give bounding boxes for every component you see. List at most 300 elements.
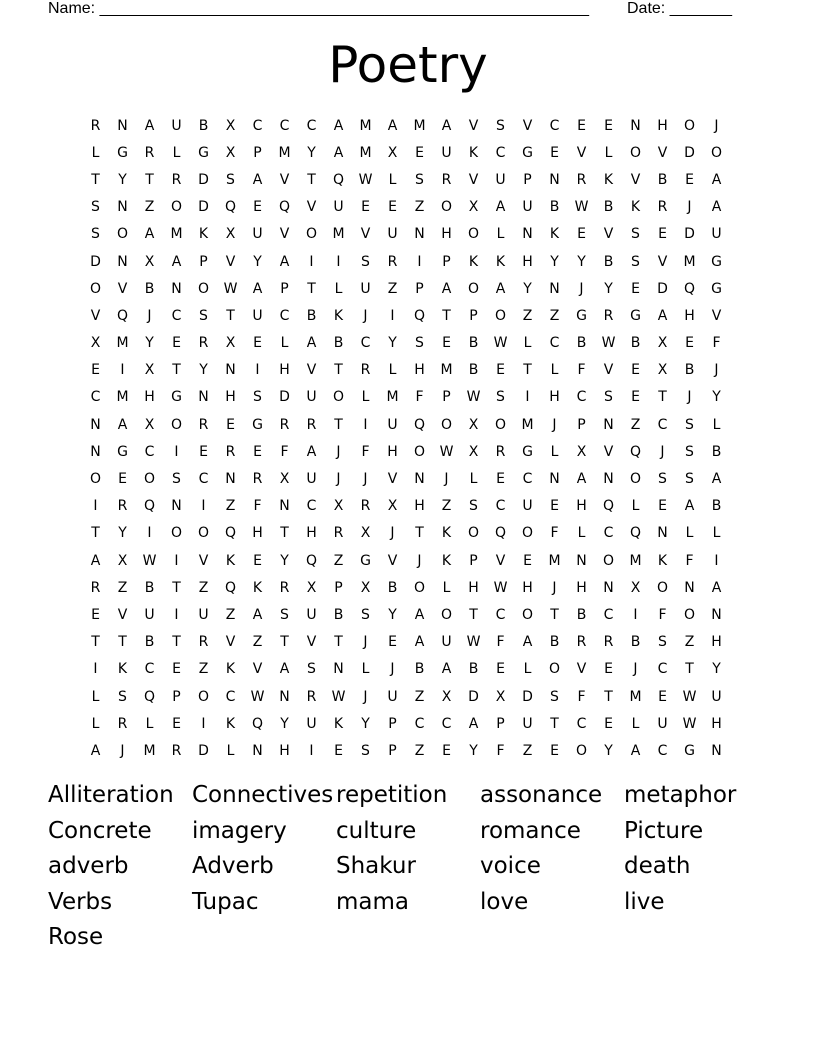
grid-letter: H: [144, 389, 155, 406]
grid-letter: V: [252, 661, 263, 678]
grid-letter: B: [711, 498, 722, 515]
grid-letter: P: [496, 715, 505, 732]
grid-letter: N: [117, 199, 128, 216]
grid-letter: N: [603, 416, 614, 433]
grid-letter: C: [252, 117, 263, 134]
grid-letter: T: [280, 634, 289, 651]
grid-letter: E: [253, 552, 262, 569]
grid-letter: I: [147, 525, 152, 542]
grid-letter: E: [253, 335, 262, 352]
grid-letter: N: [279, 498, 290, 515]
grid-letter: A: [522, 634, 533, 651]
grid-letter: T: [172, 579, 181, 596]
grid-letter: U: [441, 634, 452, 651]
grid-letter: T: [550, 606, 559, 623]
grid-letter: A: [306, 335, 317, 352]
grid-letter: O: [197, 280, 210, 297]
grid-letter: W: [358, 171, 373, 188]
grid-letter: R: [603, 307, 614, 324]
grid-letter: E: [685, 171, 694, 188]
grid-letter: Q: [224, 199, 237, 216]
grid-letter: C: [495, 606, 506, 623]
grid-letter: L: [388, 362, 397, 379]
grid-letter: A: [495, 199, 506, 216]
grid-letter: L: [172, 144, 181, 161]
grid-letter: L: [226, 742, 235, 759]
grid-letter: V: [576, 144, 587, 161]
grid-letter: F: [415, 389, 424, 406]
grid-letter: G: [360, 552, 371, 569]
grid-letter: V: [387, 471, 398, 488]
word-list-item: imagery: [192, 817, 287, 844]
grid-letter: T: [334, 362, 343, 379]
grid-letter: P: [415, 280, 424, 297]
grid-letter: U: [711, 688, 722, 705]
grid-letter: S: [118, 688, 127, 705]
grid-letter: V: [279, 226, 290, 243]
word-list-item: repetition: [336, 782, 448, 808]
grid-letter: C: [198, 471, 209, 488]
grid-letter: J: [363, 634, 368, 651]
grid-letter: K: [468, 253, 479, 270]
grid-letter: V: [198, 552, 209, 569]
grid-letter: I: [336, 253, 341, 270]
grid-letter: Y: [388, 335, 397, 352]
grid-letter: E: [604, 715, 613, 732]
grid-letter: K: [252, 579, 263, 596]
grid-letter: G: [117, 144, 128, 161]
grid-letter: A: [657, 307, 668, 324]
grid-letter: C: [576, 715, 587, 732]
grid-letter: L: [388, 171, 397, 188]
grid-letter: R: [360, 498, 371, 515]
grid-letter: R: [198, 634, 209, 651]
grid-letter: S: [226, 171, 235, 188]
grid-letter: P: [253, 144, 262, 161]
grid-letter: Z: [225, 498, 236, 515]
grid-letter: P: [442, 389, 451, 406]
grid-letter: P: [334, 579, 343, 596]
grid-letter: O: [440, 199, 453, 216]
grid-letter: G: [171, 389, 182, 406]
grid-letter: G: [522, 443, 533, 460]
grid-letter: Y: [523, 280, 532, 297]
word-list-item: Concrete: [48, 817, 152, 844]
grid-letter: G: [198, 144, 209, 161]
header-line: [48, 0, 748, 18]
grid-letter: O: [170, 525, 183, 542]
grid-letter: Z: [630, 416, 641, 433]
word-list-item: Adverb: [192, 853, 274, 879]
grid-letter: U: [360, 280, 371, 297]
grid-letter: F: [577, 362, 586, 379]
grid-letter: H: [711, 715, 722, 732]
grid-letter: U: [252, 226, 263, 243]
grid-letter: J: [120, 742, 125, 759]
grid-letter: V: [306, 634, 317, 651]
grid-letter: X: [225, 226, 236, 243]
grid-letter: H: [414, 498, 425, 515]
date-field-label: Date: _______: [627, 0, 732, 17]
grid-letter: X: [225, 117, 236, 134]
grid-letter: J: [714, 117, 719, 134]
grid-letter: L: [361, 389, 370, 406]
grid-letter: I: [714, 552, 719, 569]
grid-letter: O: [440, 606, 453, 623]
grid-letter: A: [144, 226, 155, 243]
grid-letter: E: [496, 661, 505, 678]
grid-letter: E: [253, 443, 262, 460]
grid-letter: H: [522, 579, 533, 596]
grid-letter: S: [550, 688, 559, 705]
grid-letter: Y: [118, 525, 127, 542]
grid-letter: U: [306, 606, 317, 623]
grid-letter: Z: [198, 579, 209, 596]
grid-letter: J: [363, 688, 368, 705]
grid-letter: Q: [602, 498, 615, 515]
grid-letter: R: [333, 525, 344, 542]
grid-letter: R: [144, 144, 155, 161]
grid-letter: K: [468, 144, 479, 161]
grid-letter: C: [144, 443, 155, 460]
grid-letter: S: [199, 307, 208, 324]
grid-letter: G: [630, 307, 641, 324]
letter-grid: [82, 112, 730, 765]
grid-letter: L: [631, 715, 640, 732]
grid-letter: O: [197, 688, 210, 705]
grid-letter: X: [468, 443, 479, 460]
grid-letter: I: [390, 307, 395, 324]
grid-letter: R: [441, 171, 452, 188]
grid-letter: I: [255, 362, 260, 379]
grid-letter: I: [525, 389, 530, 406]
grid-letter: E: [415, 144, 424, 161]
grid-letter: S: [91, 199, 100, 216]
grid-letter: B: [603, 199, 614, 216]
grid-letter: J: [390, 525, 395, 542]
grid-letter: V: [495, 552, 506, 569]
grid-letter: O: [305, 226, 318, 243]
grid-letter: D: [468, 688, 479, 705]
grid-letter: L: [577, 525, 586, 542]
grid-letter: E: [631, 362, 640, 379]
word-list-item: live: [624, 888, 665, 915]
grid-letter: Z: [414, 742, 425, 759]
grid-letter: E: [658, 688, 667, 705]
grid-letter: O: [197, 525, 210, 542]
grid-letter: V: [279, 171, 290, 188]
grid-letter: R: [657, 199, 668, 216]
grid-letter: S: [469, 498, 478, 515]
grid-letter: D: [657, 280, 668, 297]
grid-letter: Z: [684, 634, 695, 651]
grid-letter: H: [414, 362, 425, 379]
grid-letter: O: [629, 471, 642, 488]
grid-letter: E: [172, 661, 181, 678]
grid-letter: U: [522, 715, 533, 732]
grid-letter: H: [468, 579, 479, 596]
grid-letter: I: [309, 742, 314, 759]
grid-letter: X: [117, 552, 128, 569]
grid-letter: M: [629, 552, 642, 569]
grid-letter: I: [201, 715, 206, 732]
grid-letter: N: [576, 552, 587, 569]
grid-letter: Q: [224, 579, 237, 596]
grid-letter: E: [631, 389, 640, 406]
grid-letter: R: [306, 688, 317, 705]
grid-letter: Q: [143, 688, 156, 705]
grid-letter: Z: [252, 634, 263, 651]
grid-letter: J: [633, 661, 638, 678]
grid-letter: N: [711, 742, 722, 759]
grid-letter: B: [198, 117, 209, 134]
grid-letter: I: [174, 606, 179, 623]
grid-letter: D: [684, 226, 695, 243]
grid-letter: O: [602, 552, 615, 569]
grid-letter: E: [604, 661, 613, 678]
grid-letter: R: [171, 171, 182, 188]
grid-letter: Q: [683, 280, 696, 297]
grid-letter: N: [684, 579, 695, 596]
grid-letter: U: [333, 199, 344, 216]
grid-letter: K: [441, 525, 452, 542]
grid-letter: M: [548, 552, 561, 569]
grid-letter: V: [468, 171, 479, 188]
grid-letter: N: [603, 579, 614, 596]
grid-letter: X: [360, 579, 371, 596]
grid-letter: A: [711, 579, 722, 596]
grid-letter: A: [171, 253, 182, 270]
name-field-label: Name: _______________________________________________________: [48, 0, 589, 17]
grid-letter: S: [658, 471, 667, 488]
grid-letter: I: [93, 498, 98, 515]
grid-letter: B: [333, 606, 344, 623]
grid-letter: H: [387, 443, 398, 460]
grid-letter: A: [252, 171, 263, 188]
word-list-item: death: [624, 853, 691, 879]
grid-letter: U: [198, 606, 209, 623]
grid-letter: K: [441, 552, 452, 569]
grid-letter: T: [334, 634, 343, 651]
grid-letter: Q: [332, 171, 345, 188]
grid-letter: B: [468, 335, 479, 352]
grid-letter: E: [91, 362, 100, 379]
grid-letter: W: [493, 579, 508, 596]
grid-letter: H: [549, 389, 560, 406]
grid-letter: U: [306, 715, 317, 732]
grid-letter: E: [577, 226, 586, 243]
grid-letter: O: [143, 471, 156, 488]
grid-letter: U: [171, 117, 182, 134]
grid-letter: M: [386, 389, 399, 406]
grid-letter: M: [359, 144, 372, 161]
grid-letter: I: [120, 362, 125, 379]
grid-letter: N: [171, 498, 182, 515]
grid-letter: M: [170, 226, 183, 243]
grid-letter: I: [417, 253, 422, 270]
grid-letter: H: [657, 117, 668, 134]
grid-letter: O: [467, 280, 480, 297]
grid-letter: A: [333, 144, 344, 161]
grid-letter: N: [711, 606, 722, 623]
grid-letter: E: [631, 280, 640, 297]
grid-letter: W: [466, 389, 481, 406]
grid-letter: Z: [441, 498, 452, 515]
grid-letter: P: [388, 715, 397, 732]
grid-letter: G: [711, 280, 722, 297]
grid-letter: L: [91, 144, 100, 161]
grid-letter: I: [363, 416, 368, 433]
grid-letter: O: [494, 416, 507, 433]
grid-letter: N: [549, 171, 560, 188]
grid-letter: G: [711, 253, 722, 270]
grid-letter: L: [712, 416, 721, 433]
grid-letter: X: [144, 362, 155, 379]
grid-letter: V: [657, 144, 668, 161]
grid-letter: Y: [145, 335, 154, 352]
grid-letter: F: [496, 634, 505, 651]
grid-letter: O: [440, 416, 453, 433]
grid-letter: C: [441, 715, 452, 732]
grid-letter: Y: [712, 389, 721, 406]
grid-letter: G: [252, 416, 263, 433]
grid-letter: K: [333, 715, 344, 732]
grid-letter: Z: [387, 280, 398, 297]
grid-letter: K: [333, 307, 344, 324]
grid-letter: P: [577, 416, 586, 433]
grid-letter: Z: [144, 199, 155, 216]
grid-letter: Z: [198, 661, 209, 678]
grid-letter: C: [549, 335, 560, 352]
grid-letter: H: [522, 253, 533, 270]
grid-letter: Y: [550, 253, 559, 270]
grid-letter: T: [91, 171, 100, 188]
grid-letter: J: [336, 443, 341, 460]
grid-letter: D: [198, 742, 209, 759]
grid-letter: T: [280, 525, 289, 542]
grid-letter: B: [549, 199, 560, 216]
grid-letter: H: [576, 498, 587, 515]
grid-letter: K: [657, 552, 668, 569]
grid-letter: E: [388, 199, 397, 216]
grid-letter: S: [496, 389, 505, 406]
grid-letter: V: [711, 307, 722, 324]
grid-letter: A: [441, 661, 452, 678]
grid-letter: H: [225, 389, 236, 406]
grid-letter: X: [387, 498, 398, 515]
grid-letter: R: [576, 634, 587, 651]
grid-letter: D: [198, 199, 209, 216]
grid-letter: V: [603, 443, 614, 460]
grid-letter: A: [468, 715, 479, 732]
grid-letter: M: [440, 362, 453, 379]
grid-letter: R: [90, 117, 101, 134]
grid-letter: W: [493, 335, 508, 352]
grid-letter: I: [174, 552, 179, 569]
grid-letter: Q: [116, 307, 129, 324]
grid-letter: H: [279, 362, 290, 379]
grid-letter: N: [225, 471, 236, 488]
grid-letter: O: [170, 199, 183, 216]
grid-letter: C: [414, 715, 425, 732]
grid-letter: Q: [629, 443, 642, 460]
grid-letter: V: [603, 226, 614, 243]
grid-letter: Y: [118, 171, 127, 188]
grid-letter: N: [414, 226, 425, 243]
grid-letter: O: [332, 389, 345, 406]
grid-letter: S: [415, 335, 424, 352]
grid-letter: U: [495, 171, 506, 188]
grid-letter: A: [576, 471, 587, 488]
grid-letter: M: [413, 117, 426, 134]
grid-letter: Q: [278, 199, 291, 216]
grid-letter: E: [577, 117, 586, 134]
grid-letter: N: [414, 471, 425, 488]
grid-letter: A: [414, 634, 425, 651]
grid-letter: C: [279, 117, 290, 134]
grid-letter: A: [252, 280, 263, 297]
grid-letter: I: [93, 661, 98, 678]
grid-letter: T: [172, 362, 181, 379]
grid-letter: W: [574, 199, 589, 216]
grid-letter: L: [280, 335, 289, 352]
grid-letter: B: [711, 443, 722, 460]
grid-letter: O: [710, 144, 723, 161]
grid-letter: M: [629, 688, 642, 705]
grid-letter: X: [495, 688, 506, 705]
grid-letter: F: [496, 742, 505, 759]
grid-letter: O: [413, 579, 426, 596]
grid-letter: S: [361, 742, 370, 759]
grid-letter: O: [683, 606, 696, 623]
grid-letter: S: [307, 661, 316, 678]
grid-letter: Y: [307, 144, 316, 161]
grid-letter: N: [333, 661, 344, 678]
grid-letter: R: [225, 443, 236, 460]
grid-letter: Y: [604, 742, 613, 759]
grid-letter: U: [387, 688, 398, 705]
grid-letter: L: [469, 471, 478, 488]
grid-letter: R: [279, 416, 290, 433]
grid-letter: C: [657, 416, 668, 433]
grid-letter: S: [685, 471, 694, 488]
grid-letter: N: [171, 280, 182, 297]
grid-letter: D: [279, 389, 290, 406]
grid-letter: X: [279, 471, 290, 488]
grid-letter: H: [684, 307, 695, 324]
grid-letter: J: [147, 307, 152, 324]
grid-letter: T: [415, 525, 424, 542]
grid-letter: A: [441, 117, 452, 134]
grid-letter: A: [711, 199, 722, 216]
grid-letter: J: [552, 416, 557, 433]
grid-letter: E: [253, 199, 262, 216]
grid-letter: B: [144, 280, 155, 297]
grid-letter: G: [684, 742, 695, 759]
grid-letter: P: [469, 552, 478, 569]
grid-letter: R: [198, 335, 209, 352]
grid-letter: N: [252, 742, 263, 759]
grid-letter: N: [549, 280, 560, 297]
grid-letter: N: [90, 416, 101, 433]
grid-letter: B: [144, 579, 155, 596]
grid-letter: G: [522, 144, 533, 161]
grid-letter: A: [117, 416, 128, 433]
grid-letter: A: [711, 471, 722, 488]
grid-letter: Z: [549, 307, 560, 324]
grid-letter: X: [657, 335, 668, 352]
grid-letter: C: [360, 335, 371, 352]
